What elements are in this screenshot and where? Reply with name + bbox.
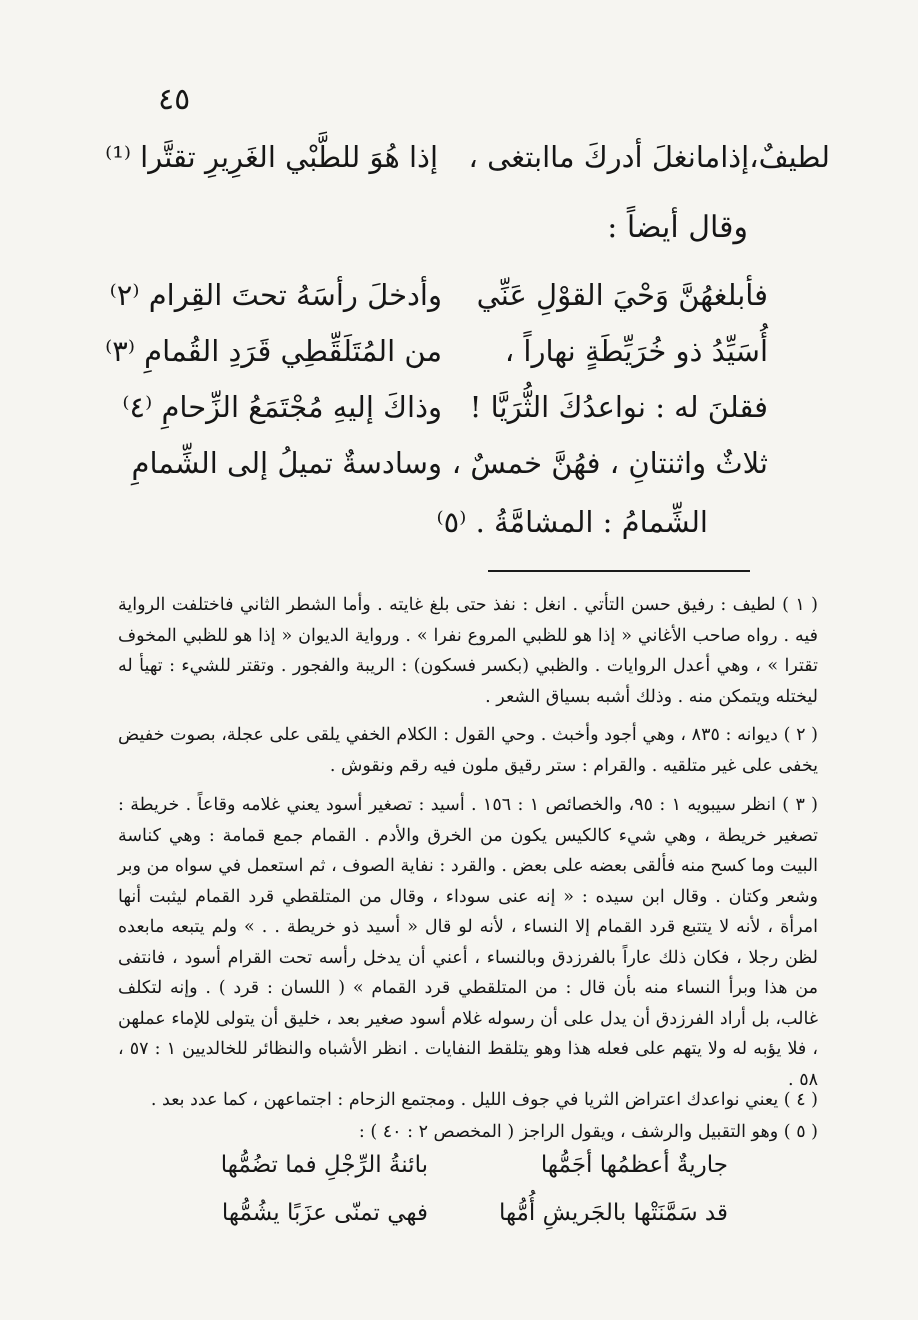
footnote-text: ( ٣ ) انظر سيبويه ١ : ٩٥، والخصائص ١ : ١٥٦ . أسيد : تصغير أسود يعني غلامه وقاعاً . خريطة : تصغير خريطة ، وهي شيء كالكيس يكون من الخرق والأدم . القمام جمع قمامة : وهي كناسة البيت وما كسح منه فألقى بعضه على بعض . والقرد : نفاية الصوف ، ثم استعمل في سواه من وبر وشعر وكتان . وقال ابن سيده : « إنه عنى سوداء ، وقال من المتلقطي قرد القمام ليثبت أنها امرأة ، لأنه لا يتتبع قرد القمام إلا النساء ، لأنه لو قال « أسيد ذو خريطة . . » ولم يتبعه مابعده لظن رجلا ، فكان ذلك عاراً بالفرزدق وبالنساء ، أعني أن يدخل رأسه تحت القرام أسود ، فانتفى من هذا وبرأ النساء منه بأن قال : من المتلقطي قرد القمام » ( اللسان : قرد ) . وإنه لتكلف غالب، بل أراد الفرزدق أن يدل على أن رسوله غلام أسود صغير بعد ، خليق أن يتولى للإماء عملهن ، فلا يؤبه له ولا يتهم على فعله هذا وهو يتلقط النفايات . انظر الأشباه والنظائر للخالديين ١ : ٥٧ ، ٥٨ .	[118, 795, 819, 1090]
verse-hemistich-first: فقلنَ له : نواعدُكَ الثُّرَيَّا !	[469, 390, 768, 424]
verse-hemistich-second: إذا هُوَ للطَّبْي الغَرِيرِ تقتَّرا ⁽¹⁾	[105, 140, 438, 174]
footnote-text: ( ٢ ) ديوانه : ٨٣٥ ، وهي أجود وأخبث . وحي القول : الكلام الخفي يلقى على عجلة، بصوت خفيض يخفى على غير متلقيه . والقرام : ستر رقيق ملون فيه رقم ونقوش .	[118, 725, 818, 776]
footnote-5	[118, 1117, 818, 1148]
footnote-4	[118, 1085, 818, 1116]
footnote-text: ( ٤ ) يعني نواعدك اعتراض الثريا في جوف الليل . ومجتمع الزحام : اجتماعهن ، كما عدد بعد .	[150, 1090, 818, 1110]
footnote-text: ( ٥ ) وهو التقبيل والرشف ، ويقول الراجز ( المخصص ٢ : ٤٠ ) :	[358, 1122, 818, 1142]
footnote-separator	[488, 570, 750, 572]
verse-hemistich-first: لطيفٌ،إذامانغلَ أدركَ ماابتغى ،	[468, 140, 830, 174]
rajaz-hemistich-second: فهي تمنّى عزَبًا يشُمُّها	[221, 1200, 428, 1226]
verse-hemistich-first: ثلاثٌ واثنتانِ ، فهُنَّ خمسٌ ،	[451, 446, 768, 480]
footnote-2	[118, 720, 818, 781]
verse-hemistich-second: وسادسةٌ تميلُ إلى الشِّمامِ	[131, 446, 442, 480]
verse-hemistich-second: وذاكَ إليهِ مُجْتَمَعُ الزِّحامِ ⁽٤⁾	[122, 390, 442, 424]
footnote-text: ( ١ ) لطيف : رفيق حسن التأتي . انغل : نفذ حتى بلغ غايته . وأما الشطر الثاني فاختلفت الرواية فيه . رواه صاحب الأغاني « إذا هو للظبي المروع نفرا » . ورواية الديوان « إذا هو للظبي المخوف تقترا » ، وهي أعدل الروايات . والظبي (بكسر فسكون) : الريبة والفجور . وتقتر للشيء : تهيأ له ليختله ويتمكن منه . وذلك أشبه بسياق الشعر .	[118, 595, 818, 707]
rajaz-hemistich-first: جاريةٌ أعظمُها أجَمُّها	[540, 1152, 728, 1178]
rajaz-hemistich-first: قد سَمَّنَتْها بالجَريشِ أُمُّها	[498, 1200, 728, 1226]
closing-gloss-line: الشِّمامُ : المشامَّةُ . ⁽٥⁾	[436, 505, 708, 539]
verse-hemistich-second: وأدخلَ رأسَهُ تحتَ القِرام ⁽٢⁾	[109, 278, 442, 312]
page-number: ٤٥	[158, 82, 191, 117]
verse-hemistich-first: فأبلغهُنَّ وَحْيَ القوْلِ عَنِّي	[476, 278, 768, 312]
footnote-3	[118, 790, 818, 1095]
lead-in-text: وقال أيضاً :	[607, 210, 748, 245]
verse-hemistich-first: أُسَيِّدُ ذو خُرَيِّطَةٍ نهاراً ،	[504, 334, 768, 368]
verse-hemistich-second: من المُتَلَقِّطِي قَرَدِ القُمامِ ⁽٣⁾	[105, 334, 442, 368]
footnote-1	[118, 590, 818, 712]
rajaz-hemistich-second: بائنةُ الرِّجْلِ فما تضُمُّها	[220, 1152, 428, 1178]
